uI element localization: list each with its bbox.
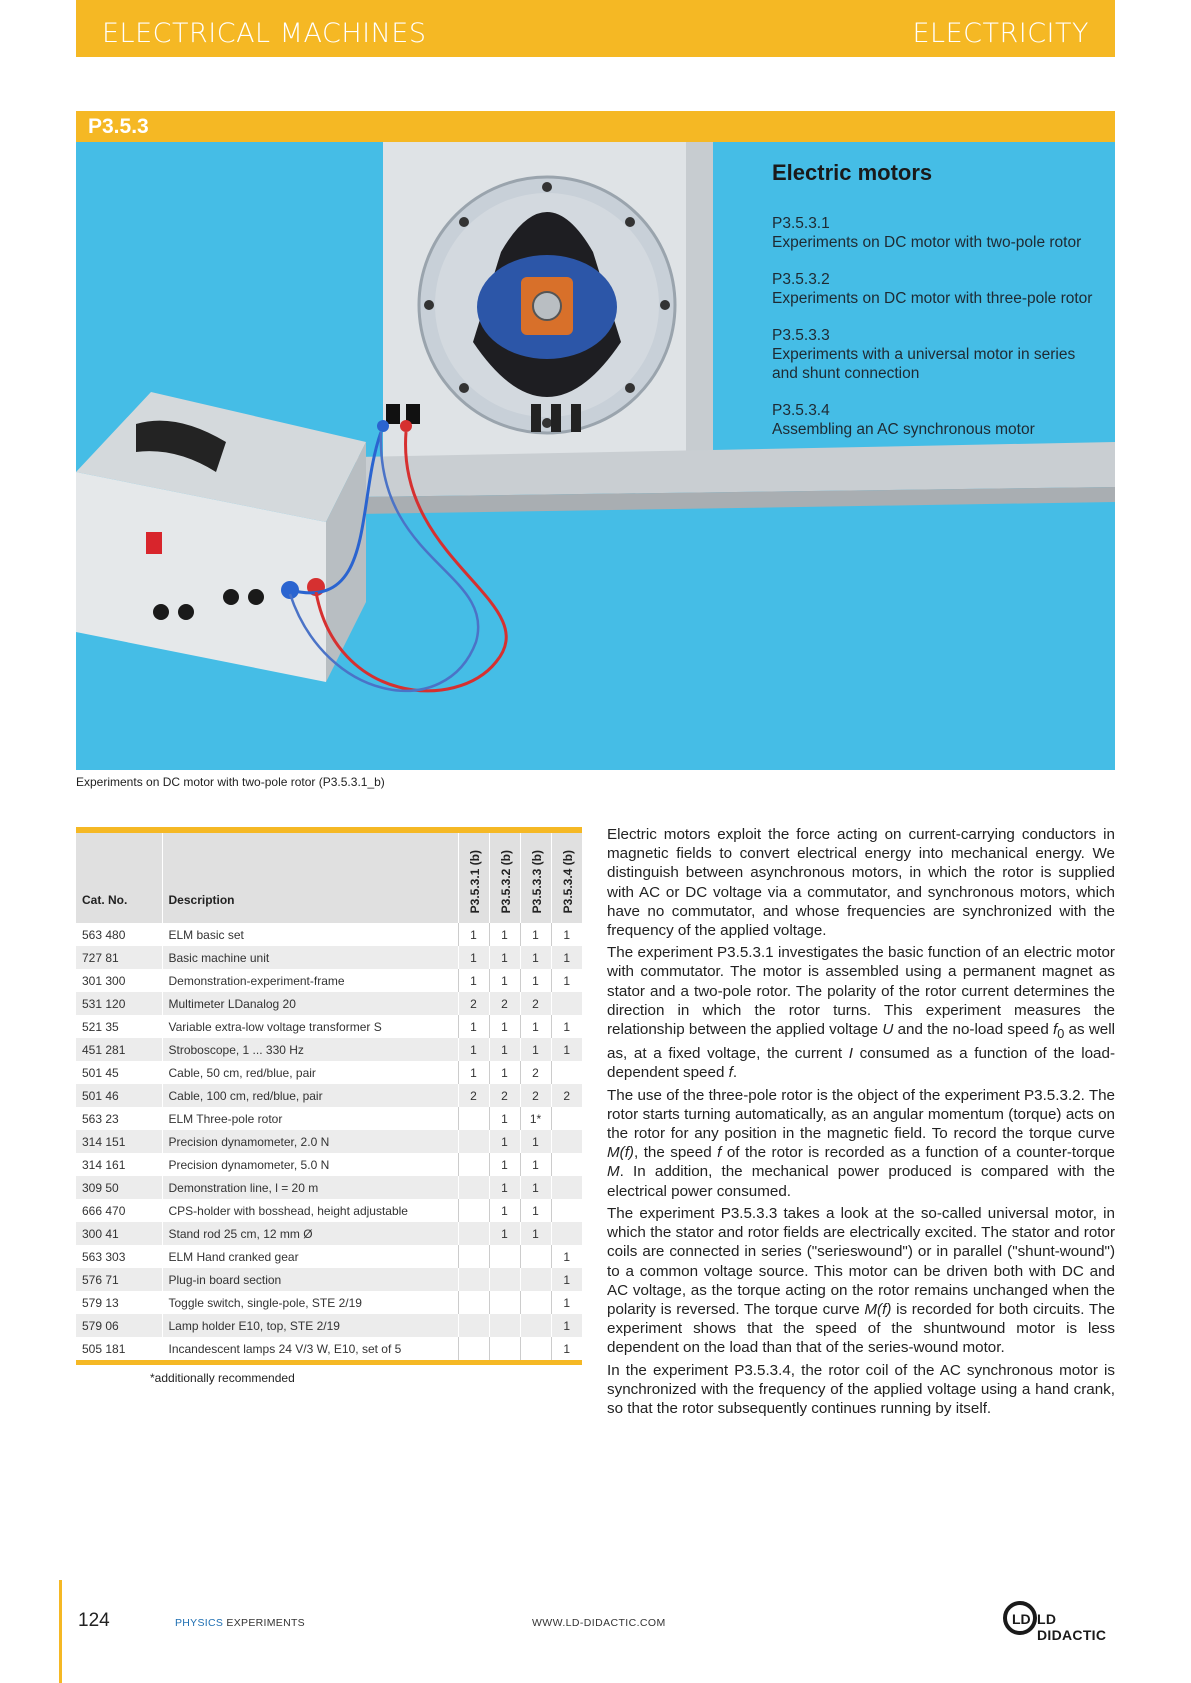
header-exp-1: P3.5.3.1 (b) <box>458 833 489 923</box>
quantity-cell: 1 <box>489 969 520 992</box>
quantity-cell <box>551 1061 582 1084</box>
table-row <box>76 992 582 1015</box>
quantity-cell: 1 <box>551 1015 582 1038</box>
quantity-cell: 1 <box>551 1038 582 1061</box>
paragraph-exp-1: The experiment P3.5.3.1 investigates the basic function of an electric motor with commutator. The motor is assembled using a permanent magnet as stator and a two-pole rotor. The polarity of the rotor current determines the direction in which the rotor turns. This experiment measures the relationship between the applied voltage U and the no-load speed $f_0$ as well as, at a fixed voltage, the current I consumed as a function of the load-dependent speed f. <box>607 944 1115 1082</box>
ld-didactic-logo <box>1003 1598 1121 1643</box>
quantity-cell <box>551 1153 582 1176</box>
quantity-cell: 1* <box>520 1107 551 1130</box>
description-cell: Plug-in board section <box>162 1268 458 1291</box>
experiment-title: Experiments on DC motor with three-pole rotor <box>772 290 1093 307</box>
quantity-cell <box>458 1268 489 1291</box>
cat-no-cell: 521 35 <box>76 1015 162 1038</box>
quantity-cell: 2 <box>458 992 489 1015</box>
paragraph-exp-2: The use of the three-pole rotor is the object of the experiment P3.5.3.2. The rotor starts turning automatically, as an angular momentum (torque) acts on the rotor for any position in the magnetic field. To record the torque curve M(f), the speed f of the rotor is recorded as a function of a counter-torque M. In addition, the mechanical power produced is compared with the electrical power consumed. <box>607 1086 1115 1200</box>
section-title: Electric motors <box>772 160 933 185</box>
quantity-cell: 1 <box>520 1130 551 1153</box>
cat-no-cell: 579 06 <box>76 1314 162 1337</box>
table-row <box>76 1222 582 1245</box>
experiment-item <box>772 401 1102 439</box>
quantity-cell: 2 <box>520 992 551 1015</box>
quantity-cell <box>551 1199 582 1222</box>
table-row <box>76 1084 582 1107</box>
description-cell: ELM basic set <box>162 923 458 946</box>
quantity-cell: 1 <box>489 1176 520 1199</box>
quantity-cell <box>551 1222 582 1245</box>
table-row <box>76 1015 582 1038</box>
description-cell: Stand rod 25 cm, 12 mm Ø <box>162 1222 458 1245</box>
quantity-cell <box>489 1337 520 1360</box>
table-row <box>76 969 582 992</box>
cat-no-cell: 563 23 <box>76 1107 162 1130</box>
quantity-cell <box>489 1268 520 1291</box>
cat-no-cell: 314 151 <box>76 1130 162 1153</box>
quantity-cell: 1 <box>489 1153 520 1176</box>
quantity-cell <box>458 1314 489 1337</box>
table-body <box>76 923 582 1360</box>
description-cell: Demonstration-experiment-frame <box>162 969 458 992</box>
experiment-code: P3.5.3.3 <box>772 327 830 344</box>
quantity-cell: 1 <box>458 946 489 969</box>
table-footnote: *additionally recommended <box>150 1371 295 1385</box>
header-cat-no: Cat. No. <box>76 833 162 923</box>
quantity-cell: 2 <box>489 992 520 1015</box>
cat-no-cell: 451 281 <box>76 1038 162 1061</box>
description-cell: Demonstration line, l = 20 m <box>162 1176 458 1199</box>
table-row <box>76 1153 582 1176</box>
header-bar <box>76 0 1115 57</box>
description-cell: Stroboscope, 1 ... 330 Hz <box>162 1038 458 1061</box>
quantity-cell: 1 <box>551 946 582 969</box>
quantity-cell <box>458 1176 489 1199</box>
cat-no-cell: 314 161 <box>76 1153 162 1176</box>
equipment-table-block <box>76 827 582 1365</box>
topic-title: ELECTRICITY <box>912 18 1089 49</box>
quantity-cell: 1 <box>551 923 582 946</box>
body-text <box>607 825 1115 1421</box>
header-exp-4: P3.5.3.4 (b) <box>551 833 582 923</box>
quantity-cell <box>458 1291 489 1314</box>
paragraph-exp-4: In the experiment P3.5.3.4, the rotor coil of the AC synchronous motor is synchronized with the frequency of the applied voltage using a hand crank, so that the rotor subsequently continues running by itself. <box>607 1361 1115 1417</box>
description-cell: Incandescent lamps 24 V/3 W, E10, set of 5 <box>162 1337 458 1360</box>
quantity-cell: 1 <box>551 969 582 992</box>
quantity-cell: 1 <box>489 1199 520 1222</box>
quantity-cell: 1 <box>489 1038 520 1061</box>
experiment-list <box>772 214 1102 457</box>
cat-no-cell: 505 181 <box>76 1337 162 1360</box>
experiment-item <box>772 270 1102 308</box>
cat-no-cell: 579 13 <box>76 1291 162 1314</box>
header-description: Description <box>162 833 458 923</box>
quantity-cell: 1 <box>520 1222 551 1245</box>
description-cell: ELM Three-pole rotor <box>162 1107 458 1130</box>
quantity-cell: 1 <box>489 1107 520 1130</box>
table-row <box>76 946 582 969</box>
quantity-cell: 1 <box>489 1061 520 1084</box>
quantity-cell <box>489 1291 520 1314</box>
cat-no-cell: 300 41 <box>76 1222 162 1245</box>
page-number: 124 <box>78 1610 110 1631</box>
quantity-cell <box>489 1245 520 1268</box>
table-row <box>76 1061 582 1084</box>
photo-caption: Experiments on DC motor with two-pole rotor (P3.5.3.1_b) <box>76 775 385 789</box>
quantity-cell: 1 <box>489 923 520 946</box>
quantity-cell <box>551 1176 582 1199</box>
description-cell: Precision dynamometer, 2.0 N <box>162 1130 458 1153</box>
cat-no-cell: 563 480 <box>76 923 162 946</box>
quantity-cell: 1 <box>458 923 489 946</box>
logo-text: LD DIDACTIC <box>1037 1611 1107 1643</box>
footer-url: WWW.LD-DIDACTIC.COM <box>532 1617 666 1629</box>
table-row <box>76 923 582 946</box>
quantity-cell: 2 <box>520 1084 551 1107</box>
quantity-cell <box>489 1314 520 1337</box>
table-row <box>76 1337 582 1360</box>
quantity-cell <box>551 1130 582 1153</box>
chapter-title: ELECTRICAL MACHINES <box>102 18 427 49</box>
header-exp-2: P3.5.3.2 (b) <box>489 833 520 923</box>
quantity-cell: 1 <box>520 1038 551 1061</box>
paragraph-intro: Electric motors exploit the force acting on current-carrying conductors in magnetic fields to convert electrical energy into mechanical energy. We distinguish between asynchronous motors, in which the rotor is supplied with AC or DC voltage via a commutator, and synchronous motors, which have no commutator, and whose frequencies are synchronized with the frequency of the applied voltage. <box>607 826 1115 940</box>
quantity-cell <box>551 992 582 1015</box>
description-cell: ELM Hand cranked gear <box>162 1245 458 1268</box>
quantity-cell: 1 <box>520 923 551 946</box>
table-row <box>76 1314 582 1337</box>
quantity-cell: 1 <box>489 1015 520 1038</box>
quantity-cell: 1 <box>489 1222 520 1245</box>
quantity-cell: 1 <box>551 1314 582 1337</box>
cat-no-cell: 666 470 <box>76 1199 162 1222</box>
table-row <box>76 1038 582 1061</box>
quantity-cell: 1 <box>458 1038 489 1061</box>
quantity-cell <box>520 1245 551 1268</box>
description-cell: Toggle switch, single-pole, STE 2/19 <box>162 1291 458 1314</box>
table-row <box>76 1268 582 1291</box>
experiment-code: P3.5.3.4 <box>772 402 830 419</box>
cat-no-cell: 501 46 <box>76 1084 162 1107</box>
quantity-cell: 2 <box>520 1061 551 1084</box>
description-cell: Multimeter LDanalog 20 <box>162 992 458 1015</box>
table-row <box>76 1199 582 1222</box>
description-cell: Lamp holder E10, top, STE 2/19 <box>162 1314 458 1337</box>
table-header-row <box>76 833 582 923</box>
quantity-cell <box>520 1268 551 1291</box>
quantity-cell: 1 <box>520 1153 551 1176</box>
quantity-cell: 1 <box>551 1268 582 1291</box>
experiment-title: Experiments on DC motor with two-pole rotor <box>772 234 1082 251</box>
cat-no-cell: 576 71 <box>76 1268 162 1291</box>
description-cell: Cable, 50 cm, red/blue, pair <box>162 1061 458 1084</box>
quantity-cell <box>520 1291 551 1314</box>
quantity-cell <box>520 1314 551 1337</box>
table-row <box>76 1245 582 1268</box>
quantity-cell: 1 <box>489 946 520 969</box>
experiment-code: P3.5.3.2 <box>772 271 830 288</box>
ld-logo-icon <box>1003 1598 1039 1638</box>
experiment-item <box>772 326 1102 383</box>
footer-series: PHYSICS EXPERIMENTS <box>175 1617 305 1629</box>
equipment-table <box>76 833 582 1360</box>
quantity-cell <box>520 1337 551 1360</box>
quantity-cell: 1 <box>458 969 489 992</box>
svg-text:LD: LD <box>1012 1611 1031 1627</box>
experiment-item <box>772 214 1102 252</box>
description-cell: Cable, 100 cm, red/blue, pair <box>162 1084 458 1107</box>
description-cell: Basic machine unit <box>162 946 458 969</box>
quantity-cell: 2 <box>551 1084 582 1107</box>
cat-no-cell: 301 300 <box>76 969 162 992</box>
experiment-code: P3.5.3.1 <box>772 215 830 232</box>
quantity-cell: 1 <box>520 969 551 992</box>
quantity-cell: 1 <box>551 1337 582 1360</box>
quantity-cell <box>458 1107 489 1130</box>
footer-accent-line <box>59 1580 62 1683</box>
quantity-cell: 2 <box>489 1084 520 1107</box>
quantity-cell: 1 <box>520 1015 551 1038</box>
cat-no-cell: 531 120 <box>76 992 162 1015</box>
cat-no-cell: 501 45 <box>76 1061 162 1084</box>
cat-no-cell: 563 303 <box>76 1245 162 1268</box>
table-row <box>76 1291 582 1314</box>
quantity-cell <box>458 1222 489 1245</box>
quantity-cell: 1 <box>489 1130 520 1153</box>
description-cell: CPS-holder with bosshead, height adjustable <box>162 1199 458 1222</box>
cat-no-cell: 727 81 <box>76 946 162 969</box>
quantity-cell <box>458 1245 489 1268</box>
experiment-title: Assembling an AC synchronous motor <box>772 421 1035 438</box>
quantity-cell: 1 <box>458 1061 489 1084</box>
quantity-cell <box>458 1337 489 1360</box>
section-bar <box>76 111 1115 142</box>
section-code: P3.5.3 <box>88 115 149 138</box>
quantity-cell: 2 <box>458 1084 489 1107</box>
quantity-cell <box>458 1153 489 1176</box>
quantity-cell: 1 <box>551 1291 582 1314</box>
cat-no-cell: 309 50 <box>76 1176 162 1199</box>
table-row <box>76 1130 582 1153</box>
quantity-cell: 1 <box>520 946 551 969</box>
quantity-cell: 1 <box>520 1199 551 1222</box>
quantity-cell: 1 <box>458 1015 489 1038</box>
table-bottom-rule <box>76 1360 582 1365</box>
power-switch <box>146 532 162 554</box>
quantity-cell: 1 <box>551 1245 582 1268</box>
quantity-cell <box>458 1130 489 1153</box>
experiment-title: Experiments with a universal motor in series and shunt connection <box>772 346 1076 382</box>
description-cell: Precision dynamometer, 5.0 N <box>162 1153 458 1176</box>
table-row <box>76 1176 582 1199</box>
paragraph-exp-3: The experiment P3.5.3.3 takes a look at the so-called universal motor, in which the stator and rotor fields are electrically excited. The stator and rotor coils are connected in series ("serieswound") or in parallel ("shunt-wound") to a common voltage source. This motor can be driven both with DC and AC voltage, as the torque acting on the rotor remains unchanged when the polarity is reversed. The torque curve M(f) is recorded for both circuits. The experiment shows that the speed of the shuntwound motor is less dependent on the load than that of the series-wound motor. <box>607 1204 1115 1357</box>
table-row <box>76 1107 582 1130</box>
quantity-cell: 1 <box>520 1176 551 1199</box>
quantity-cell <box>551 1107 582 1130</box>
quantity-cell <box>458 1199 489 1222</box>
description-cell: Variable extra-low voltage transformer S <box>162 1015 458 1038</box>
header-exp-3: P3.5.3.3 (b) <box>520 833 551 923</box>
